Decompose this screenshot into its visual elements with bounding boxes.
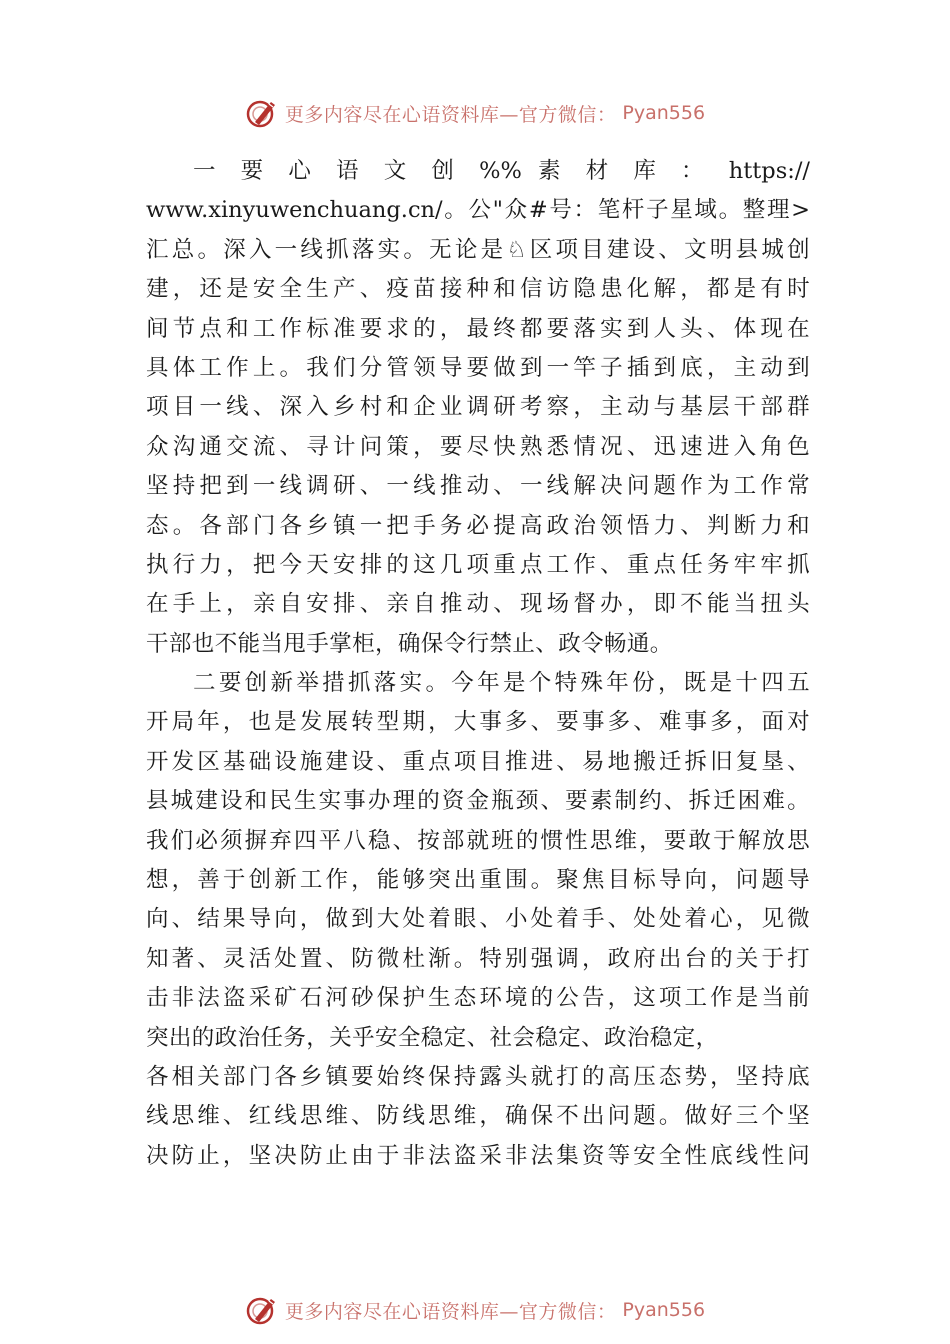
- header-banner: [0, 93, 950, 133]
- footer-banner-text: 更多内容尽在心语资料库—官方微信：: [284, 1300, 617, 1323]
- text-line: 众沟通交流、寻计问策，要尽快熟悉情况、迅速进入角色: [146, 433, 810, 460]
- footer-banner-wechat-id: Pyan556: [622, 1299, 706, 1321]
- text-line: 向、结果导向，做到大处着眼、小处着手、处处着心，见微: [146, 906, 810, 933]
- text-line: 线思维、红线思维、防线思维，确保不出问题。做好三个坚: [146, 1103, 810, 1130]
- text-line: www.xinyuwenchuang.cn/。公"众#号：笔杆子星域。整理>: [146, 197, 810, 224]
- text-line: 二要创新举措抓落实。今年是个特殊年份，既是十四五: [193, 670, 810, 697]
- text-line: 具体工作上。我们分管领导要做到一竿子插到底，主动到: [146, 354, 810, 381]
- text-line: 在手上，亲自安排、亲自推动、现场督办，即不能当扭头: [146, 591, 810, 618]
- text-line: 执行力，把今天安排的这几项重点工作、重点任务牢牢抓: [146, 551, 810, 578]
- footer-banner: [0, 1290, 950, 1330]
- text-line: 建，还是安全生产、疫苗接种和信访隐患化解，都是有时: [146, 276, 810, 303]
- pen-nib-seal-icon: [245, 96, 279, 130]
- text-line: 我们必须摒弃四平八稳、按部就班的惯性思维，要敢于解放思: [146, 827, 810, 854]
- text-line: 汇总。深入一线抓落实。无论是♘区项目建设、文明县城创: [146, 236, 810, 263]
- text-line: 干部也不能当甩手掌柜，确保令行禁止、政令畅通。: [146, 630, 673, 657]
- text-line: 击非法盗采矿石河砂保护生态环境的公告，这项工作是当前: [146, 985, 810, 1012]
- document-body: [146, 152, 810, 1176]
- text-line: 开发区基础设施建设、重点项目推进、易地搬迁拆旧复垦、: [146, 748, 810, 775]
- header-banner-text: 更多内容尽在心语资料库—官方微信：: [284, 103, 617, 126]
- text-line: 县城建设和民生实事办理的资金瓶颈、要素制约、拆迁困难。: [146, 788, 810, 815]
- text-line: 想，善于创新工作，能够突出重围。聚焦目标导向，问题导: [146, 867, 810, 894]
- text-line: 间节点和工作标准要求的，最终都要落实到人头、体现在: [146, 315, 810, 342]
- text-line: 态。各部门各乡镇一把手务必提高政治领悟力、判断力和: [146, 512, 810, 539]
- text-line: 决防止，坚决防止由于非法盗采非法集资等安全性底线性问: [146, 1142, 810, 1169]
- text-line: 知著、灵活处置、防微杜渐。特别强调，政府出台的关于打: [146, 945, 810, 972]
- text-line: 突出的政治任务，关乎安全稳定、社会稳定、政治稳定，: [146, 1024, 719, 1051]
- paragraph-1: [146, 152, 810, 664]
- text-line: 项目一线、深入乡村和企业调研考察，主动与基层干部群: [146, 394, 810, 421]
- text-line: 开局年，也是发展转型期，大事多、要事多、难事多，面对: [146, 709, 810, 736]
- text-line: 各相关部门各乡镇要始终保持露头就打的高压态势，坚持底: [146, 1063, 810, 1090]
- pen-nib-seal-icon: [245, 1293, 279, 1327]
- text-line: 坚持把到一线调研、一线推动、一线解决问题作为工作常: [146, 473, 810, 500]
- header-banner-wechat-id: Pyan556: [622, 102, 706, 124]
- text-line: 一 要 心 语 文 创 %% 素 材 库 ： https://: [193, 158, 810, 184]
- paragraph-2: [146, 664, 810, 1176]
